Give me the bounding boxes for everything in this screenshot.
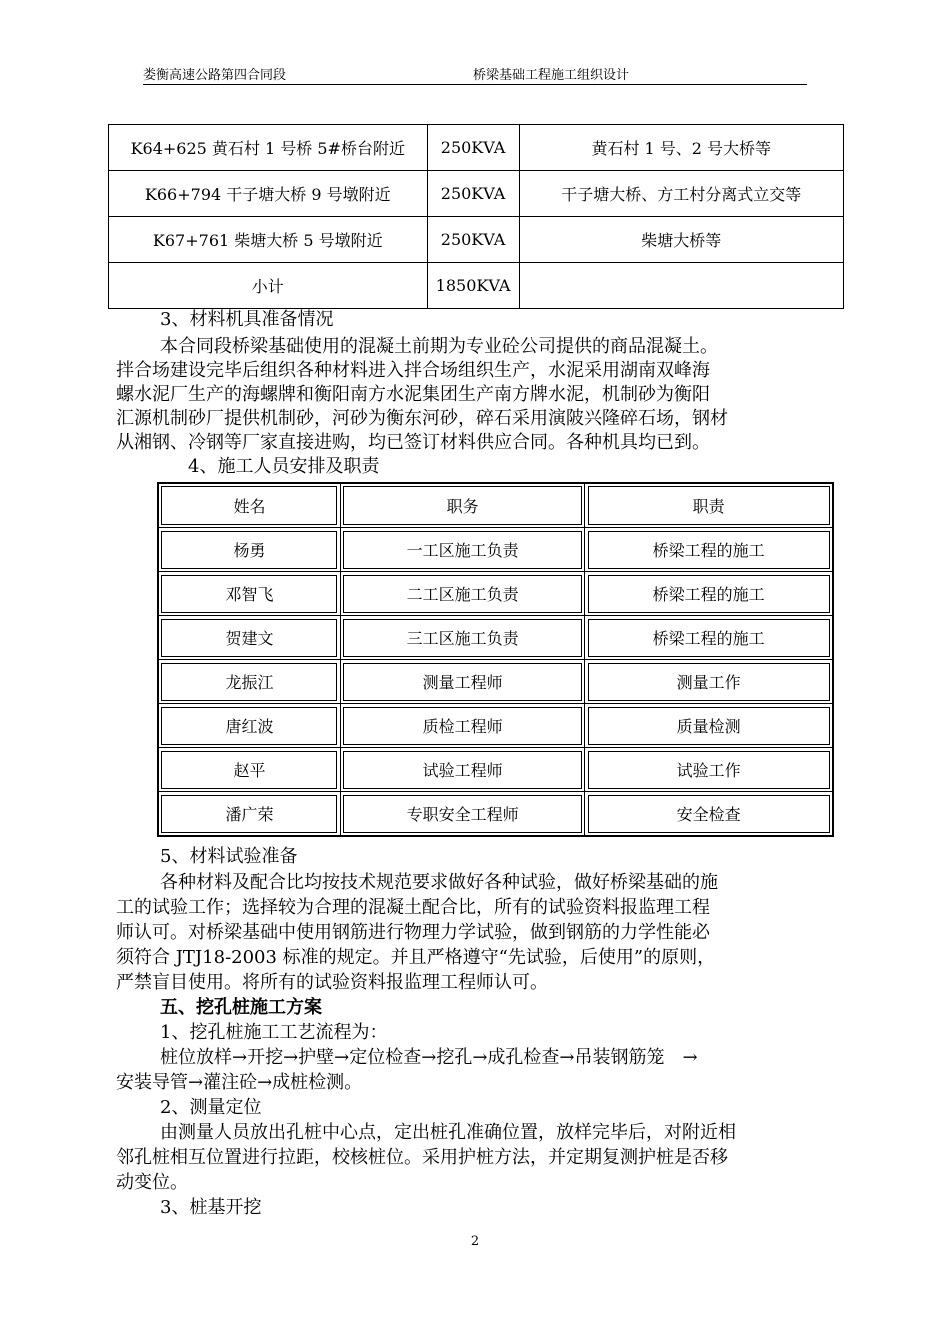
table-cell: 唐红波	[158, 704, 340, 748]
chapter-heading: 五、挖孔桩施工方案	[160, 997, 322, 1018]
table-cell: 柴塘大桥等	[519, 217, 843, 263]
table-cell: 黄石村 1 号、2 号大桥等	[519, 125, 843, 171]
power-table	[108, 124, 844, 309]
table-cell: 测量工程师	[340, 660, 584, 704]
paragraph-line: 须符合 JTJ18-2003 标准的规定。并且严格遵守“先试验，后使用”的原则，	[116, 947, 716, 968]
column-header: 职务	[340, 483, 584, 528]
paragraph-line: 各种材料及配合比均按技术规范要求做好各种试验，做好桥梁基础的施	[160, 872, 718, 893]
paragraph-line: 螺水泥厂生产的海螺牌和衡阳南方水泥集团生产南方牌水泥，机制砂为衡阳	[116, 384, 710, 405]
table-cell: 二工区施工负责	[340, 572, 584, 616]
page-header	[143, 62, 807, 85]
table-cell: K67+761 柴塘大桥 5 号墩附近	[109, 217, 428, 263]
table-header-row	[158, 483, 833, 528]
header-doc-title: 桥梁基础工程施工组织设计	[473, 68, 630, 83]
table-cell: 三工区施工负责	[340, 616, 584, 660]
table-cell: 赵平	[158, 748, 340, 792]
table-cell: 杨勇	[158, 528, 340, 572]
paragraph-line: 严禁盲目使用。将所有的试验资料报监理工程师认可。	[116, 972, 548, 993]
table-row	[158, 660, 833, 704]
table-cell: 小计	[109, 263, 428, 309]
table-cell: 测量工作	[585, 660, 833, 704]
table-cell	[519, 263, 843, 309]
table-cell: 质检工程师	[340, 704, 584, 748]
table-cell: 桥梁工程的施工	[585, 616, 833, 660]
column-header: 职责	[585, 483, 833, 528]
table-row	[158, 704, 833, 748]
section-heading: 2、测量定位	[160, 1097, 262, 1118]
table-cell: 质量检测	[585, 704, 833, 748]
section-heading: 5、材料试验准备	[160, 846, 298, 867]
table-cell: 桥梁工程的施工	[585, 572, 833, 616]
table-cell: 干子塘大桥、方工村分离式立交等	[519, 171, 843, 217]
paragraph-line: 拌合场建设完毕后组织各种材料进入拌合场组织生产，水泥采用湖南双峰海	[116, 360, 710, 381]
table-row	[109, 171, 844, 217]
table-row	[158, 572, 833, 616]
table-row	[158, 616, 833, 660]
table-cell: 1850KVA	[427, 263, 519, 309]
table-cell: 250KVA	[427, 171, 519, 217]
table-cell: K64+625 黄石村 1 号桥 5#桥台附近	[109, 125, 428, 171]
table-cell: 桥梁工程的施工	[585, 528, 833, 572]
paragraph-line: 安装导管→灌注砼→成桩检测。	[116, 1072, 363, 1093]
table-cell: 一工区施工负责	[340, 528, 584, 572]
table-cell: 试验工程师	[340, 748, 584, 792]
table-row	[109, 125, 844, 171]
paragraph-line: 动变位。	[116, 1172, 188, 1193]
paragraph-line: 汇源机制砂厂提供机制砂，河砂为衡东河砂，碎石采用演陂兴隆碎石场，钢材	[116, 408, 728, 429]
table-row	[158, 792, 833, 837]
table-cell: K66+794 干子塘大桥 9 号墩附近	[109, 171, 428, 217]
section-heading: 1、挖孔桩施工工艺流程为：	[160, 1022, 388, 1043]
table-cell: 250KVA	[427, 125, 519, 171]
table-row	[109, 217, 844, 263]
staff-table	[157, 482, 834, 837]
table-row	[109, 263, 844, 309]
table-row	[158, 528, 833, 572]
table-cell: 试验工作	[585, 748, 833, 792]
table-cell: 邓智飞	[158, 572, 340, 616]
table-cell: 龙振江	[158, 660, 340, 704]
section-heading: 3、材料机具准备情况	[160, 309, 334, 330]
page-number: 2	[470, 1234, 480, 1249]
table-cell: 250KVA	[427, 217, 519, 263]
paragraph-line: 本合同段桥梁基础使用的混凝土前期为专业砼公司提供的商品混凝土。	[160, 336, 718, 357]
table-cell: 安全检查	[585, 792, 833, 837]
paragraph-line: 从湘钢、冷钢等厂家直接进购，均已签订材料供应合同。各种机具均已到。	[116, 432, 710, 453]
header-project: 娄衡高速公路第四合同段	[143, 68, 287, 83]
table-row	[158, 748, 833, 792]
paragraph-line: 师认可。对桥梁基础中使用钢筋进行物理力学试验，做到钢筋的力学性能必	[116, 922, 710, 943]
paragraph-line: 由测量人员放出孔桩中心点，定出桩孔准确位置，放样完毕后，对附近相	[160, 1122, 736, 1143]
table-cell: 贺建文	[158, 616, 340, 660]
section-heading: 3、桩基开挖	[160, 1197, 262, 1218]
paragraph-line: 桩位放样→开挖→护壁→定位检查→挖孔→成孔检查→吊装钢筋笼 →	[160, 1047, 698, 1068]
column-header: 姓名	[158, 483, 340, 528]
table-cell: 专职安全工程师	[340, 792, 584, 837]
table-cell: 潘广荣	[158, 792, 340, 837]
paragraph-line: 工的试验工作；选择较为合理的混凝土配合比，所有的试验资料报监理工程	[116, 897, 710, 918]
paragraph-line: 邻孔桩相互位置进行拉距，校核桩位。采用护桩方法，并定期复测护桩是否移	[116, 1147, 728, 1168]
section-heading: 4、施工人员安排及职责	[188, 456, 380, 477]
